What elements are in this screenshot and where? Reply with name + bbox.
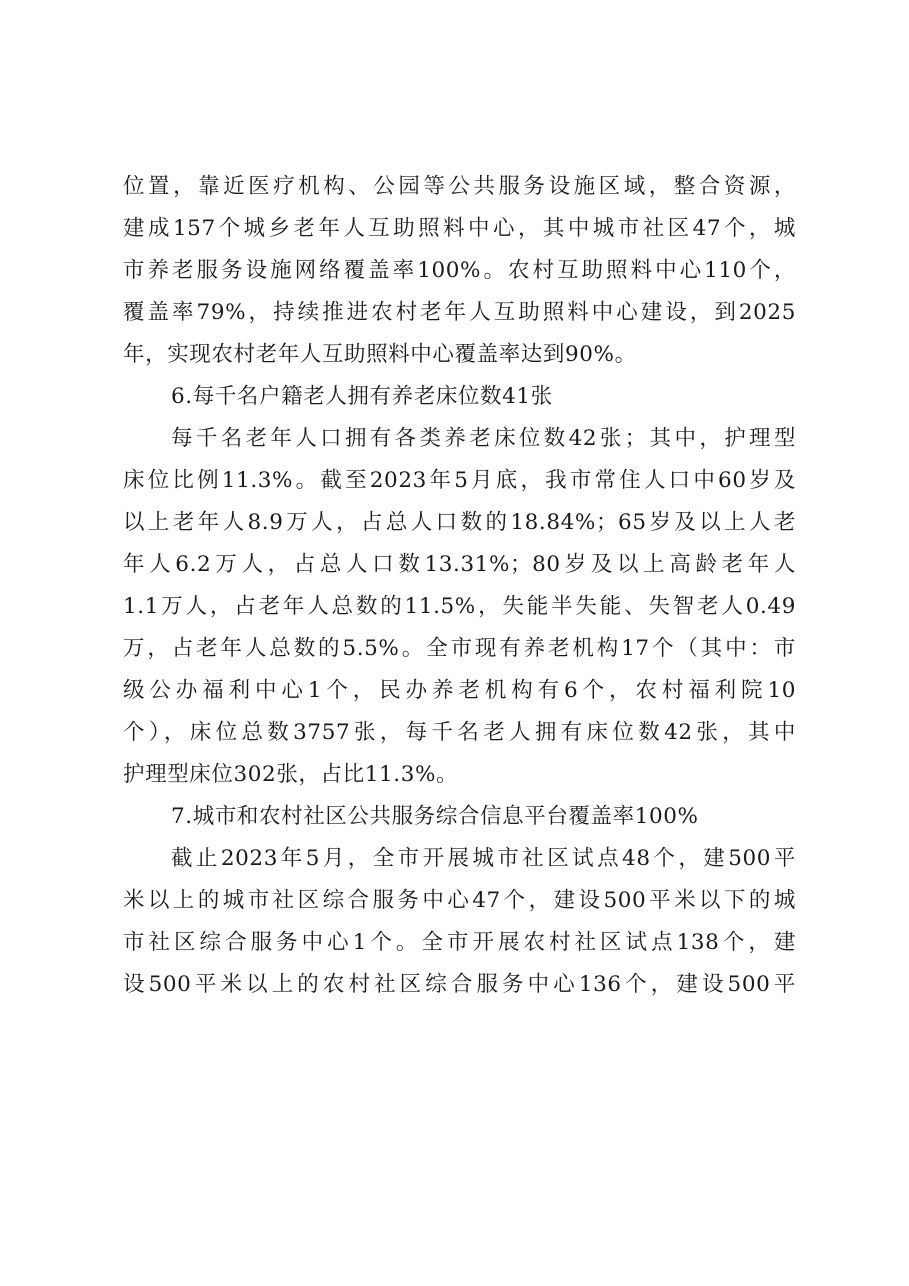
text-line: 6.每千名户籍老人拥有养老床位数41张 bbox=[171, 384, 553, 409]
text-line: 截止2023年5月，全市开展城市社区试点48个，建500平 bbox=[171, 846, 796, 871]
text-line: 7.城市和农村社区公共服务综合信息平台覆盖率100% bbox=[171, 804, 699, 829]
text-line: 级公办福利中心1个，民办养老机构有6个，农村福利院10 bbox=[123, 678, 796, 703]
text-line: 米以上的城市社区综合服务中心47个，建设500平米以下的城 bbox=[123, 888, 796, 913]
text-line: 覆盖率79%，持续推进农村老年人互助照料中心建设，到2025 bbox=[123, 300, 796, 325]
text-line: 个），床位总数3757张，每千名老人拥有床位数42张，其中 bbox=[123, 720, 796, 745]
text-line: 万，占老年人总数的5.5%。全市现有养老机构17个（其中：市 bbox=[123, 636, 796, 661]
text-line: 1.1万人，占老年人总数的11.5%，失能半失能、失智老人0.49 bbox=[123, 594, 796, 619]
text-line: 设500平米以上的农村社区综合服务中心136个，建设500平 bbox=[123, 972, 796, 997]
text-line: 市养老服务设施网络覆盖率100%。农村互助照料中心110个， bbox=[123, 258, 796, 283]
document-body bbox=[123, 166, 796, 1006]
text-line: 建成157个城乡老年人互助照料中心，其中城市社区47个，城 bbox=[123, 216, 796, 241]
text-line: 每千名老年人口拥有各类养老床位数42张；其中，护理型 bbox=[171, 426, 796, 451]
text-line: 市社区综合服务中心1个。全市开展农村社区试点138个，建 bbox=[123, 930, 796, 955]
text-line: 护理型床位302张，占比11.3%。 bbox=[123, 762, 459, 787]
text-line: 年人6.2万人，占总人口数13.31%；80岁及以上高龄老年人 bbox=[123, 552, 796, 577]
text-line: 位置，靠近医疗机构、公园等公共服务设施区域，整合资源， bbox=[123, 174, 796, 199]
text-line: 床位比例11.3%。截至2023年5月底，我市常住人口中60岁及 bbox=[123, 468, 796, 493]
text-line: 以上老年人8.9万人，占总人口数的18.84%；65岁及以上人老 bbox=[123, 510, 796, 535]
text-line: 年，实现农村老年人互助照料中心覆盖率达到90%。 bbox=[123, 342, 637, 367]
